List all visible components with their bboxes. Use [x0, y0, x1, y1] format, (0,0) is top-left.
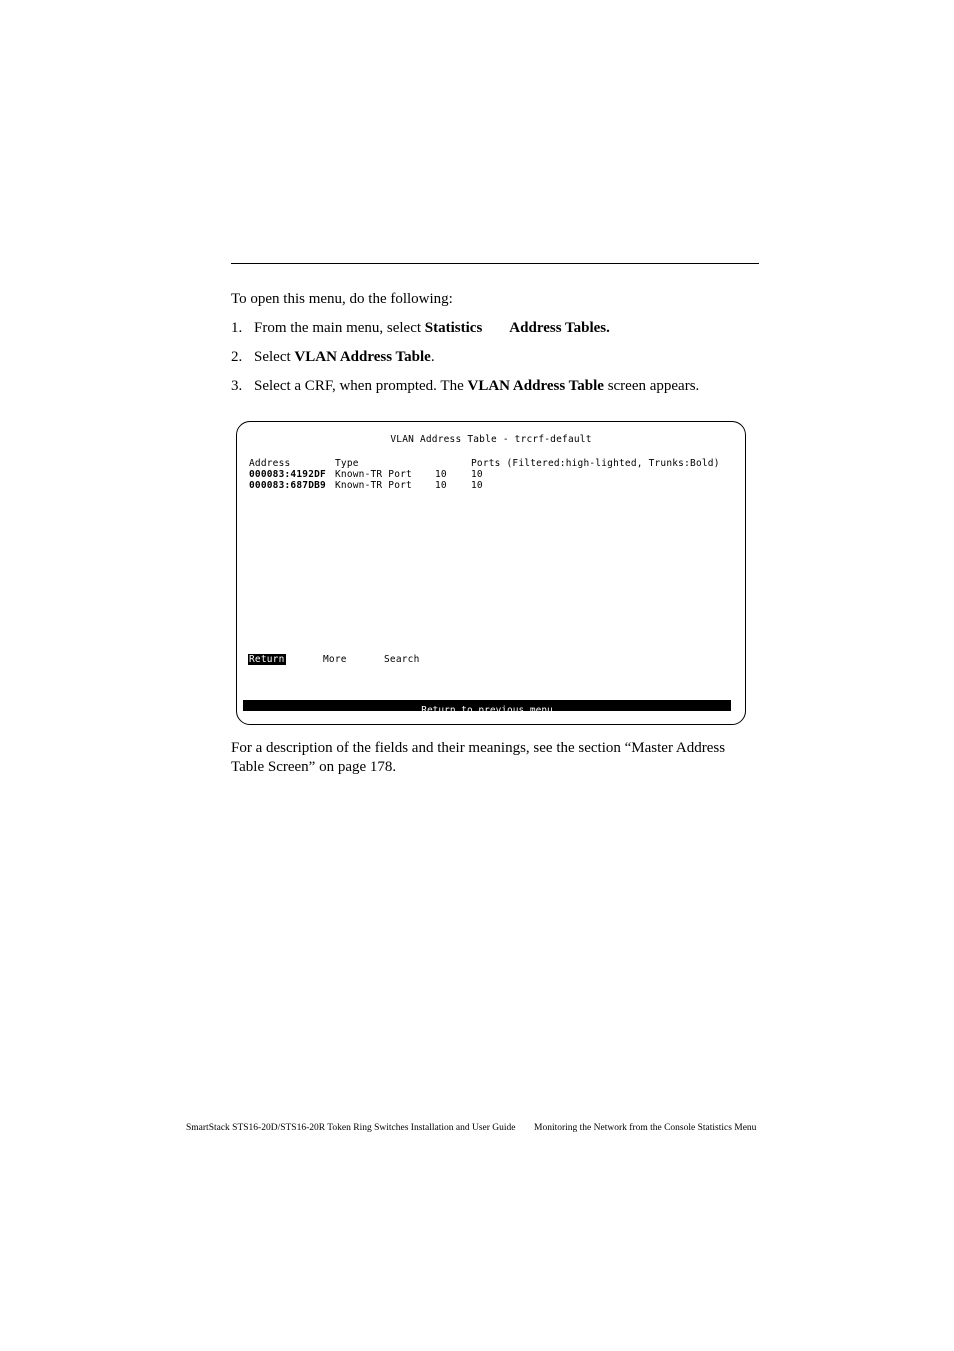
- row-2-type: Known-TR Port: [335, 480, 412, 491]
- status-bar: [243, 700, 731, 716]
- row-2-ports: 10: [471, 480, 483, 491]
- search-command[interactable]: Search: [384, 654, 420, 665]
- row-1-ports: 10: [471, 469, 483, 480]
- footer-left: SmartStack STS16-20D/STS16-20R Token Ring Switches Installation and User Guide: [186, 1123, 516, 1133]
- header-type: Type: [335, 458, 359, 469]
- header-address: Address: [249, 458, 291, 469]
- step-3: 3. Select a CRF, when prompted. The VLAN Address Table screen appears.: [231, 378, 700, 394]
- header-ports: Ports (Filtered:high-lighted, Trunks:Bold): [471, 458, 720, 469]
- console-screen: [236, 421, 746, 725]
- section-rule: [231, 263, 759, 264]
- status-text: Return to previous menu: [421, 705, 553, 716]
- row-1-address[interactable]: 000083:4192DF: [249, 469, 326, 480]
- step-1: 1. From the main menu, select Statistics Address Tables.: [231, 320, 610, 336]
- row-2-port: 10: [435, 480, 447, 491]
- row-1-type: Known-TR Port: [335, 469, 412, 480]
- footer-right: Monitoring the Network from the Console Statistics Menu: [534, 1123, 757, 1133]
- screen-title: VLAN Address Table - trcrf-default: [390, 434, 592, 445]
- description-text: For a description of the fields and their meanings, see the section “Master Address Table Screen” on page 178.: [231, 740, 726, 775]
- more-command[interactable]: More: [323, 654, 347, 665]
- row-2-address[interactable]: 000083:687DB9: [249, 480, 326, 491]
- step-2: 2. Select VLAN Address Table.: [231, 349, 435, 365]
- row-1-port: 10: [435, 469, 447, 480]
- return-command[interactable]: Return: [249, 654, 285, 665]
- intro-text: To open this menu, do the following:: [231, 291, 453, 307]
